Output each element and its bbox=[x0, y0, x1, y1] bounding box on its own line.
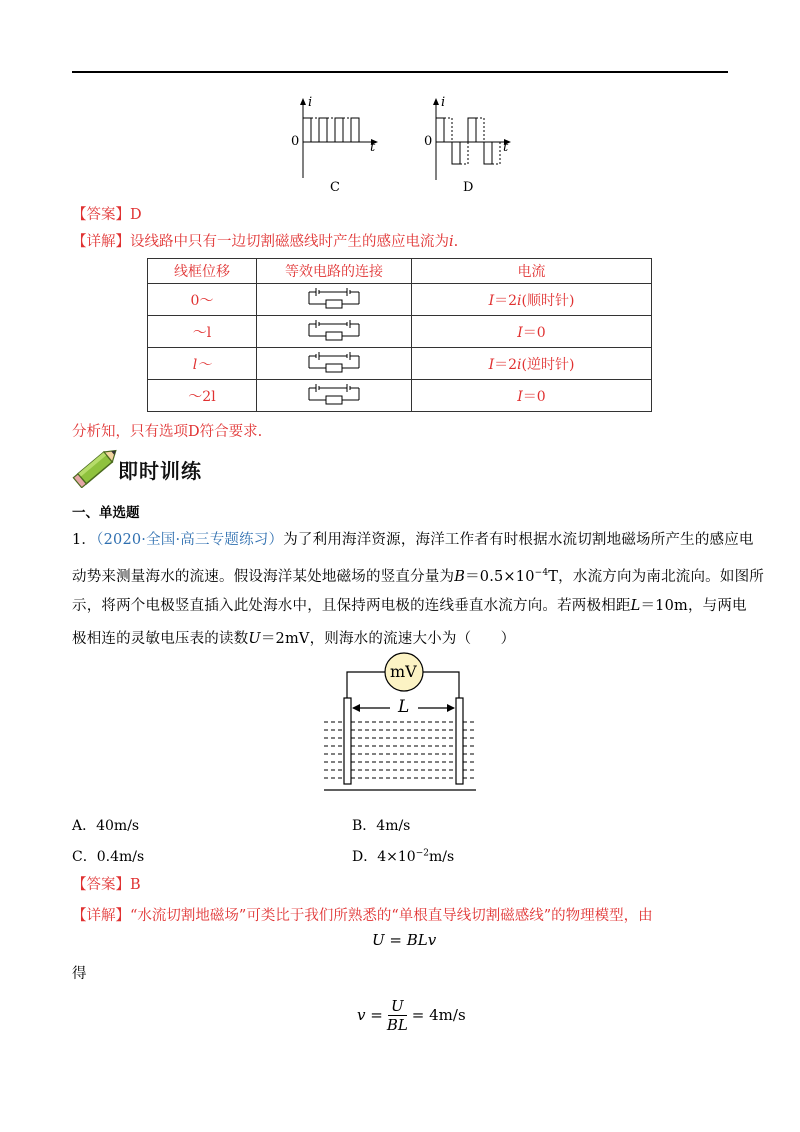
current-eq: ＝0 bbox=[522, 324, 546, 341]
graph-c-t-label: t bbox=[370, 140, 376, 155]
formula-u-blv: U = BLv bbox=[372, 931, 437, 949]
question-line-3 bbox=[72, 596, 747, 616]
answer-value: B bbox=[130, 877, 141, 893]
table-row bbox=[148, 380, 652, 412]
current-note: (逆时针) bbox=[521, 356, 575, 373]
option-a[interactable]: A．40m/s bbox=[72, 818, 140, 834]
question-var: U bbox=[248, 631, 261, 647]
formula-rhs: = 4m/s bbox=[411, 1006, 466, 1024]
option-b[interactable]: B．4m/s bbox=[352, 818, 411, 834]
question-var: L bbox=[630, 598, 641, 614]
circuit-table bbox=[147, 258, 652, 412]
table-header-row bbox=[148, 259, 652, 284]
table-cell-current bbox=[412, 348, 652, 380]
table-row bbox=[148, 348, 652, 380]
table-header: 线框位移 bbox=[148, 259, 257, 284]
answer-bracket: 【答案】 bbox=[72, 877, 130, 893]
detail-text: 设线路中只有一边切割磁感线时产生的感应电流为 bbox=[130, 234, 449, 250]
equivalent-circuit-icon bbox=[304, 319, 364, 341]
length-label: L bbox=[398, 697, 410, 717]
section-banner-title: 即时训练 bbox=[118, 459, 202, 483]
option-d[interactable] bbox=[352, 846, 454, 866]
formula-v bbox=[357, 993, 466, 1037]
question-text: ＝0.5×10 bbox=[465, 568, 535, 585]
voltmeter-label: mV bbox=[390, 662, 417, 681]
current-eq: ＝2 bbox=[494, 356, 518, 373]
disp-text: ～l bbox=[192, 324, 212, 341]
option-d-suffix: m/s bbox=[428, 849, 455, 865]
graph-d-caption: D bbox=[463, 180, 474, 195]
question-text: 动势来测量海水的流速。假设海洋某处地磁场的竖直分量为 bbox=[72, 568, 455, 585]
disp-text: l～ bbox=[192, 356, 212, 373]
question-text: T，水流方向为南北流向。如图所 bbox=[548, 568, 764, 585]
formula-denominator: BL bbox=[386, 1015, 408, 1034]
table-row bbox=[148, 316, 652, 348]
table-cell-current bbox=[412, 284, 652, 316]
graph-d-i-label: i bbox=[441, 95, 446, 110]
question-line-4 bbox=[72, 629, 515, 649]
disp-text: 0～ bbox=[190, 292, 214, 309]
detail-end: . bbox=[453, 234, 459, 250]
disp-text: ～2l bbox=[188, 388, 216, 405]
question-sup: −4 bbox=[534, 568, 549, 578]
equivalent-circuit-icon bbox=[304, 383, 364, 405]
current-note: (顺时针) bbox=[521, 292, 575, 309]
question-text: ＝2mV，则海水的流速大小为（ ） bbox=[260, 631, 516, 647]
table-cell-circuit bbox=[257, 380, 412, 412]
graph-d-zero: 0 bbox=[424, 134, 433, 149]
option-d-sup: −2 bbox=[415, 848, 429, 859]
detail-text: “水流切割地磁场”可类比于我们所熟悉的“单根直导线切割磁感线”的物理模型，由 bbox=[130, 908, 653, 924]
question-source: （2020·全国·高三专题练习） bbox=[96, 532, 284, 548]
current-var: I bbox=[517, 388, 523, 405]
table-cell-disp bbox=[148, 316, 257, 348]
graph-c-zero: 0 bbox=[291, 134, 300, 149]
graph-c-caption: C bbox=[330, 180, 340, 195]
current-eq: ＝0 bbox=[522, 388, 546, 405]
answer-value: D bbox=[130, 207, 142, 223]
equivalent-circuit-icon bbox=[304, 351, 364, 373]
current-i: i bbox=[517, 356, 522, 373]
question-text: 为了利用海洋资源，海洋工作者有时根据水流切割地磁场所产生的感应电 bbox=[283, 532, 754, 548]
table-cell-circuit bbox=[257, 284, 412, 316]
current-var: I bbox=[517, 324, 523, 341]
formula-fraction bbox=[387, 997, 408, 1034]
pencil-icon bbox=[72, 446, 122, 488]
current-eq: ＝2 bbox=[494, 292, 518, 309]
current-var: I bbox=[488, 292, 495, 309]
graph-c-i-label: i bbox=[308, 95, 313, 110]
header-rule bbox=[72, 71, 728, 73]
current-i: i bbox=[517, 292, 522, 309]
question-number: 1． bbox=[72, 532, 97, 548]
answer-line-1 bbox=[72, 205, 142, 225]
table-cell-disp bbox=[148, 348, 257, 380]
detail-bracket: 【详解】 bbox=[72, 234, 130, 250]
equivalent-circuit-icon bbox=[304, 287, 364, 309]
question-text: 示，将两个电极竖直插入此处海水中，且保持两电极的连线垂直水流方向。若两极相距 bbox=[72, 598, 631, 614]
question-var: B bbox=[454, 568, 466, 585]
answer-bracket: 【答案】 bbox=[72, 207, 130, 223]
question-line-1 bbox=[72, 530, 754, 550]
table-cell-circuit bbox=[257, 316, 412, 348]
option-c[interactable]: C．0.4m/s bbox=[72, 849, 145, 865]
option-d-prefix: D．4×10 bbox=[352, 849, 416, 865]
table-cell-disp bbox=[148, 380, 257, 412]
question-text: 极相连的灵敏电压表的读数 bbox=[72, 631, 249, 647]
formula-lhs: v = bbox=[357, 1006, 383, 1024]
detail-line-1 bbox=[72, 232, 458, 252]
detail-bracket: 【详解】 bbox=[72, 908, 130, 924]
table-header: 等效电路的连接 bbox=[257, 259, 412, 284]
table-cell-current bbox=[412, 316, 652, 348]
table-cell-disp bbox=[148, 284, 257, 316]
current-var: I bbox=[488, 356, 495, 373]
section-type: 一、单选题 bbox=[72, 505, 140, 521]
graph-d-t-label: t bbox=[503, 140, 509, 155]
table-row bbox=[148, 284, 652, 316]
de-word: 得 bbox=[72, 966, 87, 982]
detail-var: i bbox=[449, 234, 454, 250]
detail-line-2 bbox=[72, 906, 653, 926]
conclusion: 分析知，只有选项D符合要求. bbox=[72, 424, 263, 440]
answer-line-2 bbox=[72, 875, 141, 895]
formula-numerator: U bbox=[388, 997, 407, 1016]
question-line-2 bbox=[72, 563, 764, 587]
table-header: 电流 bbox=[412, 259, 652, 284]
table-cell-current bbox=[412, 380, 652, 412]
question-text: ＝10m，与两电 bbox=[640, 598, 747, 614]
table-cell-circuit bbox=[257, 348, 412, 380]
